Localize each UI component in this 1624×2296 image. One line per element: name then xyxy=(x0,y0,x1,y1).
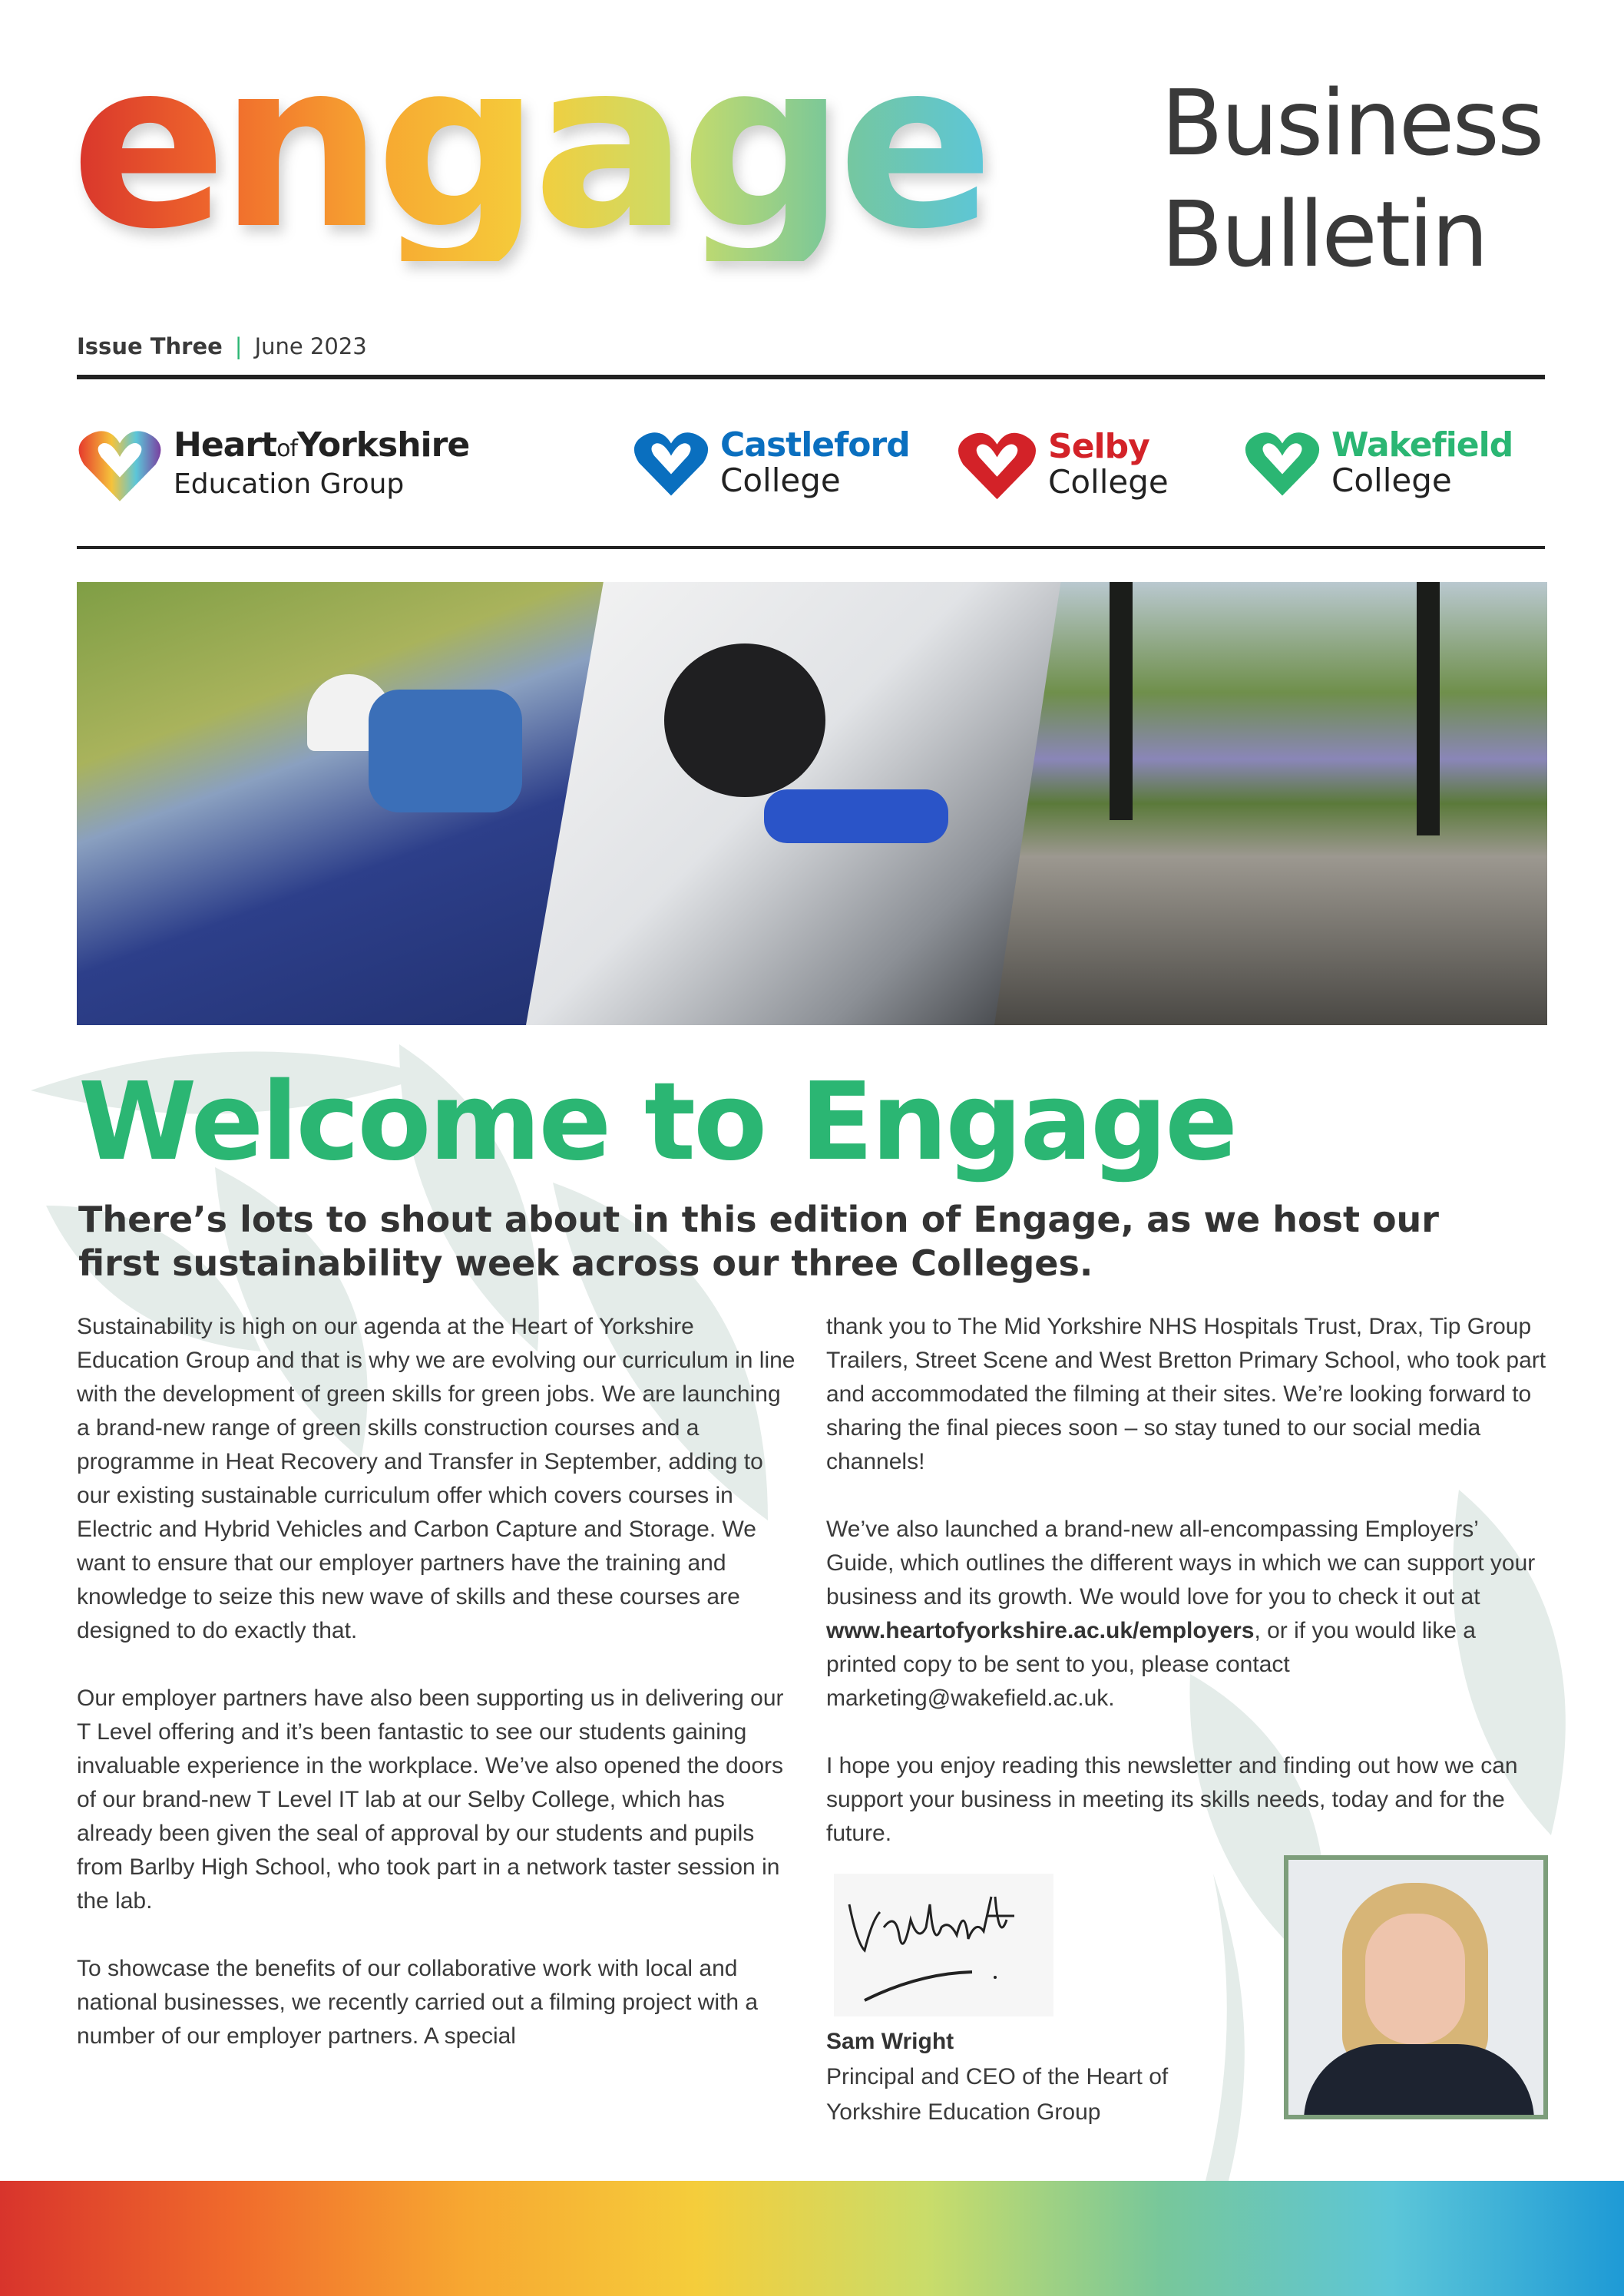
logo-of: of xyxy=(276,435,298,462)
heart-icon xyxy=(633,426,709,499)
author-photo xyxy=(1284,1855,1548,2119)
garden-path-photo xyxy=(994,582,1547,1025)
headline: Welcome to Engage xyxy=(78,1060,1236,1185)
engage-logo: engage xyxy=(71,12,987,280)
logo-sub: Education Group xyxy=(174,468,405,500)
issue-number: Issue Three xyxy=(77,333,223,359)
logo-rule xyxy=(77,546,1545,549)
author xyxy=(826,2024,1241,2130)
footer-gradient-bar xyxy=(0,2181,1624,2296)
paragraph: Sustainability is high on our agenda at the Heart of Yorkshire Education Group and that is why we are evolving our curriculum in line with the development of green skills for green jobs. We are launching a brand-new range of green skills construction courses and a programme in Heat Recovery and Transfer in September, adding to our existing sustainable curriculum offer which covers courses in Electric and Hybrid Vehicles and Carbon Capture and Storage. We want to ensure that our employer partners have the training and knowledge to seize this new wave of skills and these courses are designed to do exactly that. xyxy=(77,1314,795,1643)
subheadline: There’s lots to shout about in this edition of Engage, as we host our first sustainability week across our three Colleges. xyxy=(78,1199,1439,1284)
title-line-2: Bulletin xyxy=(1161,181,1487,287)
logo-line2: College xyxy=(1048,463,1169,501)
logo-heart-of-yorkshire xyxy=(77,426,469,503)
signature-image xyxy=(834,1874,1053,2016)
heart-icon xyxy=(957,426,1037,503)
author-role: Principal and CEO of the Heart of Yorkshire Education Group xyxy=(826,2064,1169,2125)
logo-line1: Castleford xyxy=(720,425,910,465)
text: , or if you would like a printed copy to be sent to you, please contact marketing@wakefield.ac.uk. xyxy=(826,1618,1476,1711)
logo-heart: Heart xyxy=(174,425,277,465)
paragraph xyxy=(826,1513,1548,1715)
title-line-1: Business xyxy=(1161,70,1543,176)
ev-charger-photo xyxy=(526,582,1079,1025)
bulletin-title xyxy=(1161,68,1542,290)
logo-selby xyxy=(957,426,1169,503)
logo-yorkshire: Yorkshire xyxy=(297,425,470,465)
paragraph: thank you to The Mid Yorkshire NHS Hospitals Trust, Drax, Tip Group Trailers, Street Scene and West Bretton Primary School, who took part and accommodated the filming at their sites. We’re looking forward to sharing the final pieces soon – so stay tuned to our social media channels! xyxy=(826,1314,1546,1474)
logo-line1: Selby xyxy=(1048,427,1149,466)
logo-castleford xyxy=(633,426,910,499)
heart-icon xyxy=(1244,426,1321,499)
paragraph: I hope you enjoy reading this newsletter and finding out how we can support your business in meeting its skills needs, today and for the future. xyxy=(826,1753,1518,1846)
logo-line2: College xyxy=(720,461,841,499)
logo-line1: Wakefield xyxy=(1331,425,1513,465)
logo-line2: College xyxy=(1331,461,1452,499)
text: We’ve also launched a brand-new all-encompassing Employers’ Guide, which outlines the different ways in which we can support your business and its growth. We would love for you to check it out at xyxy=(826,1517,1536,1610)
paragraph: To showcase the benefits of our collaborative work with local and national businesses, we recently carried out a filming project with a number of our employer partners. A special xyxy=(77,1956,759,2049)
signature xyxy=(834,1874,1053,2016)
divider: | xyxy=(234,333,243,359)
column-1 xyxy=(77,1310,799,2087)
issue-info xyxy=(77,333,367,359)
column-2 xyxy=(826,1310,1548,1884)
hero-images xyxy=(77,582,1547,1025)
logo-wakefield xyxy=(1244,426,1513,499)
issue-date: June 2023 xyxy=(254,333,367,359)
paragraph: Our employer partners have also been supporting us in delivering our T Level offering and it’s been fantastic to see our students gaining invaluable experience in the workplace. We’ve also opened the doors of our brand-new T Level IT lab at our Selby College, which has already been given the seal of approval by our students and pupils from Barlby High School, who took part in a network taster session in the lab. xyxy=(77,1686,784,1914)
employers-link[interactable]: www.heartofyorkshire.ac.uk/employers xyxy=(826,1618,1255,1643)
author-name: Sam Wright xyxy=(826,2029,954,2054)
top-rule xyxy=(77,375,1545,379)
heart-icon xyxy=(77,426,163,503)
